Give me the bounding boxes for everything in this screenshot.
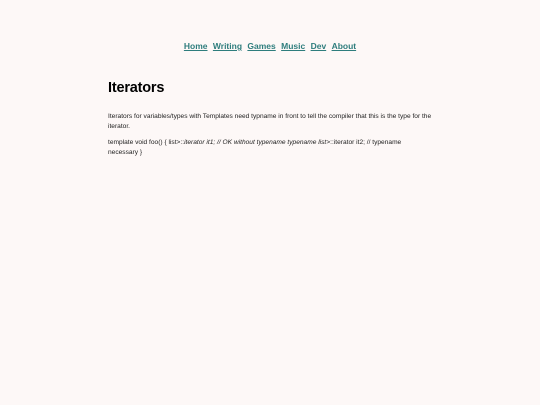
nav-about-link[interactable]: About [331, 41, 357, 51]
nav-dev-link[interactable]: Dev [310, 41, 327, 51]
article [108, 80, 433, 164]
code-text-start: template void foo() { list>:: [108, 139, 185, 146]
code-text-italic: iterator it1; // OK without typename typename list> [184, 139, 331, 146]
code-text-end: ::iterator it2; // typename necessary } [108, 139, 402, 156]
nav-writing-link[interactable]: Writing [212, 41, 243, 51]
nav-games-link[interactable]: Games [247, 41, 276, 51]
nav-home-link[interactable]: Home [183, 41, 208, 51]
intro-paragraph: Iterators for variables/types with Templates need typname in front to tell the compiler that this is the type for the iterator. [108, 113, 432, 130]
page-title: Iterators [108, 80, 165, 96]
code-paragraph [108, 138, 433, 158]
nav-music-link[interactable]: Music [281, 41, 306, 51]
top-nav [0, 41, 540, 51]
